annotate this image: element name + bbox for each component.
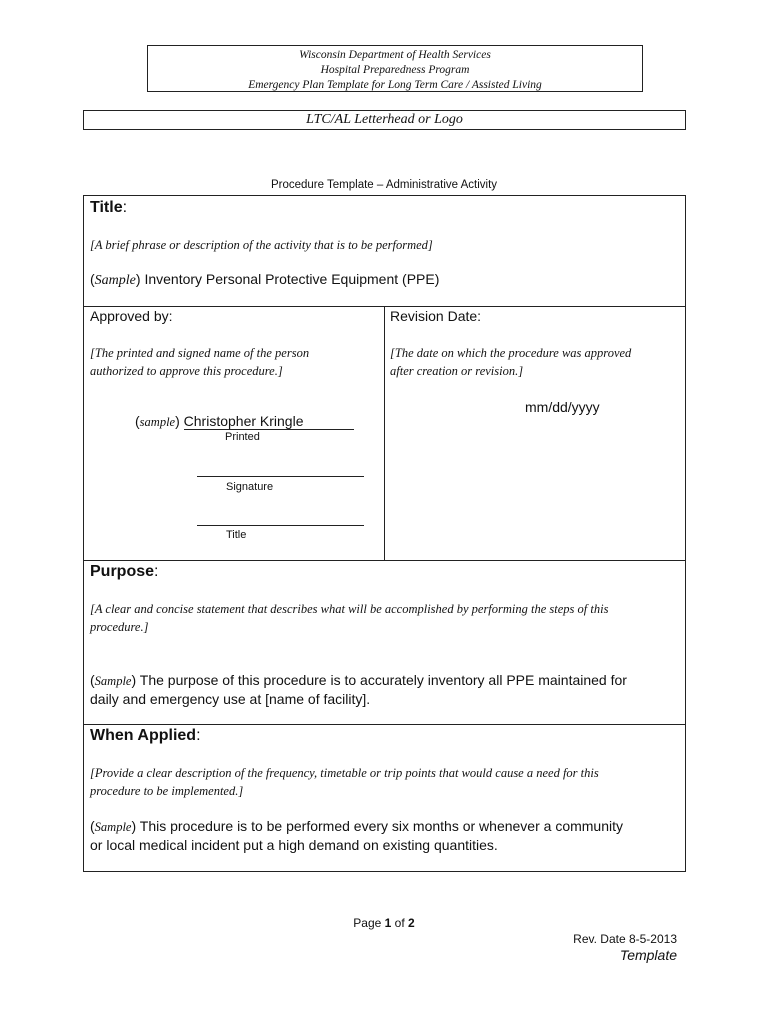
- divider-purpose: [84, 724, 685, 725]
- purpose-label: [90, 563, 158, 581]
- page-total: 2: [408, 916, 415, 930]
- purpose-sample-prefix: Sample: [94, 674, 132, 688]
- revision-instruction-line-2: after creation or revision.]: [390, 364, 524, 378]
- purpose-sample-line-2: daily and emergency use at [name of facility].: [90, 691, 371, 707]
- title-instruction: [A brief phrase or description of the activity that is to be performed]: [90, 238, 433, 252]
- page-word: Page: [353, 916, 382, 930]
- when-applied-label-text: When Applied: [90, 727, 197, 744]
- purpose-label-colon: :: [154, 563, 159, 580]
- purpose-label-text: Purpose: [90, 563, 155, 580]
- template-label: Template: [619, 947, 677, 963]
- title-sample-text: Inventory Personal Protective Equipment (PPE): [144, 271, 440, 287]
- rev-date: Rev. Date 8-5-2013: [573, 932, 677, 946]
- approved-label: Approved by:: [90, 308, 173, 324]
- header-line-1: Wisconsin Department of Health Services: [299, 49, 491, 61]
- divider-approved: [84, 560, 685, 561]
- signature-label: Signature: [226, 481, 274, 493]
- purpose-instruction-line-1: [A clear and concise statement that describes what will be accomplished by performing the steps of this: [90, 602, 609, 616]
- title-field-label: Title: [226, 529, 247, 541]
- title-sample: (Sample) Inventory Personal Protective Equipment (PPE): [90, 271, 440, 288]
- header-box: [147, 45, 643, 92]
- when-applied-sample: [90, 817, 680, 854]
- approved-instruction: [90, 344, 309, 380]
- page-of: of: [394, 916, 405, 930]
- when-applied-sample-line-2: or local medical incident put a high demand on existing quantities.: [90, 837, 498, 853]
- revision-date-format: mm/dd/yyyy: [525, 399, 600, 415]
- purpose-instruction-line-2: procedure.]: [90, 620, 149, 634]
- purpose-sample: [90, 671, 680, 708]
- divider-vertical: [384, 306, 385, 560]
- revision-label: Revision Date:: [390, 308, 482, 324]
- when-applied-sample-line-1: (Sample) This procedure is to be performed every six months or whenever a community: [90, 818, 624, 834]
- approved-sample-name: Christopher Kringle: [184, 414, 354, 430]
- when-applied-label: [90, 727, 201, 745]
- header-line-2: Hospital Preparedness Program: [320, 64, 470, 76]
- approved-instruction-line-1: [The printed and signed name of the person: [90, 346, 310, 360]
- purpose-sample-line-1: (Sample) The purpose of this procedure is to accurately inventory all PPE maintained for: [90, 672, 627, 688]
- page-current: 1: [384, 916, 392, 930]
- revision-instruction-line-1: [The date on which the procedure was approved: [390, 346, 632, 360]
- letterhead-box: LTC/AL Letterhead or Logo: [83, 110, 686, 130]
- title-label: [90, 199, 127, 217]
- title-label-colon: :: [122, 199, 128, 216]
- title-label-text: Title: [90, 199, 123, 216]
- when-applied-instruction-line-2: procedure to be implemented.]: [90, 784, 244, 798]
- revision-instruction: [390, 344, 631, 380]
- procedure-heading: Procedure Template – Administrative Activity: [270, 179, 498, 191]
- procedure-form: [83, 195, 686, 872]
- approved-instruction-line-2: authorized to approve this procedure.]: [90, 364, 283, 378]
- page-number: [0, 916, 768, 930]
- when-applied-instruction: [90, 764, 680, 800]
- when-applied-sample-text-1: This procedure is to be performed every six months or whenever a community: [139, 818, 624, 834]
- when-applied-instruction-line-1: [Provide a clear description of the frequency, timetable or trip points that would cause a need for this: [90, 766, 599, 780]
- approved-sample: (sample) Christopher Kringle: [135, 412, 354, 431]
- when-applied-label-colon: :: [196, 727, 201, 744]
- purpose-instruction: [90, 600, 680, 636]
- header-line-3: Emergency Plan Template for Long Term Care / Assisted Living: [248, 79, 542, 91]
- signature-line: [197, 476, 364, 477]
- approved-sample-prefix: sample: [139, 415, 176, 429]
- title-sample-prefix: Sample: [94, 273, 136, 288]
- purpose-sample-text-1: The purpose of this procedure is to accurately inventory all PPE maintained for: [139, 672, 627, 688]
- when-applied-sample-prefix: Sample: [94, 820, 132, 834]
- title-line: [197, 525, 364, 526]
- printed-label: Printed: [225, 431, 260, 443]
